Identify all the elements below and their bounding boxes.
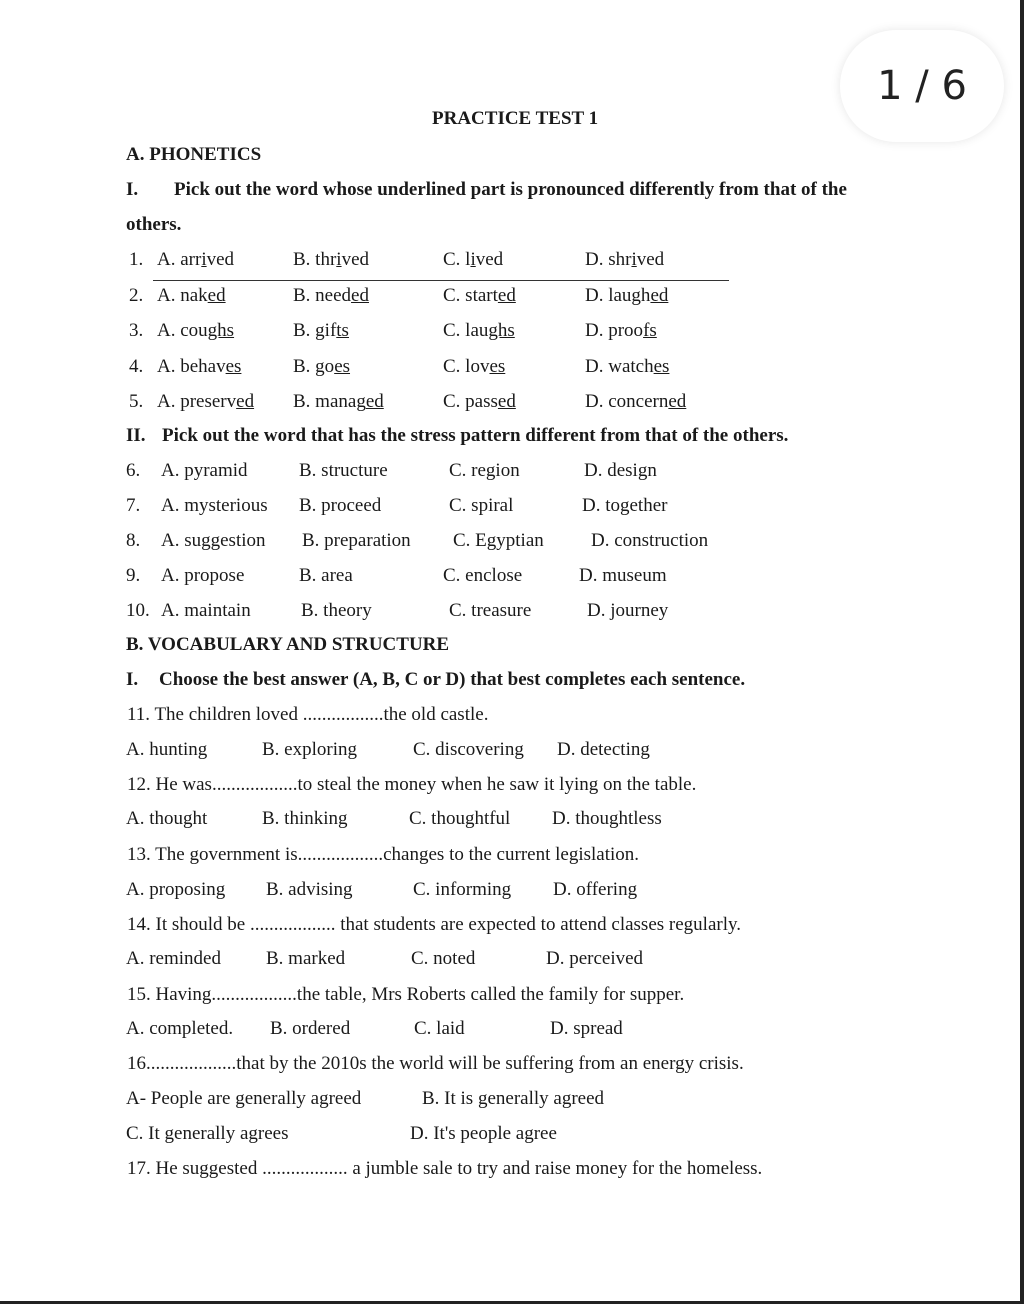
option-text: D. proo	[585, 320, 644, 341]
option-text: B. gif	[293, 320, 337, 341]
page-indicator: 1 / 6	[840, 30, 1004, 142]
q12-option-a: A. thought	[126, 808, 208, 829]
stress-option-b: B. area	[299, 565, 353, 586]
phonetics-option-b	[293, 355, 350, 379]
phonetics-option-c	[443, 319, 515, 343]
option-text: B. go	[293, 356, 335, 377]
option-text: C. start	[443, 285, 498, 306]
page-title: PRACTICE TEST 1	[432, 108, 599, 129]
underlined-part: es	[653, 356, 670, 377]
phonetics-option-b	[293, 284, 369, 308]
underlined-part: ghs	[488, 320, 515, 341]
phonetics-option-c	[443, 284, 516, 308]
underlined-part: i	[336, 249, 342, 270]
question-12: 12. He was..................to steal the money when he saw it lying on the table.	[127, 774, 697, 795]
underlined-part: ed	[365, 391, 384, 412]
phonetics-option-a	[157, 319, 234, 343]
stress-item-number: 10.	[126, 600, 150, 621]
rule-line	[153, 280, 729, 281]
underlined-part: ed	[497, 285, 516, 306]
underlined-part: i	[470, 249, 476, 270]
option-text: A. arr	[157, 249, 202, 270]
part-a2-instruction: Pick out the word that has the stress pattern different from that of the others.	[162, 425, 789, 446]
phonetics-option-b	[293, 390, 384, 414]
q11-option-d: D. detecting	[557, 739, 650, 760]
q14-option-b: B. marked	[266, 948, 346, 969]
question-14: 14. It should be .................. that students are expected to attend classes regularly.	[127, 914, 741, 935]
part-b1-num: I.	[126, 669, 139, 690]
q16-option-c: C. It generally agrees	[126, 1123, 289, 1144]
section-b-heading: B. VOCABULARY AND STRUCTURE	[126, 634, 450, 655]
q12-option-b: B. thinking	[262, 808, 348, 829]
part-b1-instruction: Choose the best answer (A, B, C or D) that best completes each sentence.	[159, 669, 746, 690]
q11-option-a: A. hunting	[126, 739, 208, 760]
stress-option-a: A. maintain	[161, 600, 251, 621]
phonetics-item-number: 4.	[129, 356, 144, 377]
phonetics-item-number: 2.	[129, 285, 144, 306]
q15-option-d: D. spread	[550, 1018, 623, 1039]
phonetics-option-d	[585, 355, 669, 379]
question-13: 13. The government is..................changes to the current legislation.	[127, 844, 640, 865]
stress-item-number: 7.	[126, 495, 141, 516]
question-17: 17. He suggested .................. a jumble sale to try and raise money for the homeless.	[127, 1158, 763, 1179]
option-text: D. concern	[585, 391, 669, 412]
option-text: C. l	[443, 249, 471, 270]
underlined-part: es	[489, 356, 506, 377]
q16-option-a: A- People are generally agreed	[126, 1088, 362, 1109]
phonetics-option-d	[585, 248, 664, 272]
phonetics-option-c	[443, 355, 505, 379]
q13-option-b: B. advising	[266, 879, 353, 900]
section-a-heading: A. PHONETICS	[126, 144, 262, 165]
option-text: C. lau	[443, 320, 489, 341]
question-16: 16...................that by the 2010s the world will be suffering from an energy crisis.	[127, 1053, 744, 1074]
phonetics-option-d	[585, 319, 657, 343]
underlined-part: i	[201, 249, 207, 270]
stress-option-a: A. mysterious	[161, 495, 268, 516]
stress-option-d: D. construction	[591, 530, 709, 551]
stress-option-a: A. suggestion	[161, 530, 266, 551]
stress-option-d: D. journey	[587, 600, 669, 621]
part-a2-num: II.	[126, 425, 146, 446]
phonetics-option-b	[293, 248, 369, 272]
stress-item-number: 8.	[126, 530, 141, 551]
stress-option-b: B. preparation	[302, 530, 411, 551]
option-text: C. lov	[443, 356, 490, 377]
underlined-part: es	[334, 356, 351, 377]
part-a1-num: I.	[126, 179, 139, 200]
underlined-part: ghs	[207, 320, 235, 341]
phonetics-item-number: 1.	[129, 249, 144, 270]
option-text: D. watch	[585, 356, 654, 377]
stress-option-b: B. theory	[301, 600, 372, 621]
q14-option-a: A. reminded	[126, 948, 221, 969]
underlined-part: i	[631, 249, 637, 270]
q13-option-a: A. proposing	[126, 879, 226, 900]
q11-option-b: B. exploring	[262, 739, 357, 760]
option-text-end: ved	[341, 249, 369, 270]
stress-option-a: A. propose	[161, 565, 245, 586]
stress-option-d: D. together	[582, 495, 668, 516]
phonetics-option-d	[585, 284, 668, 308]
q13-option-c: C. informing	[413, 879, 512, 900]
stress-option-b: B. proceed	[299, 495, 382, 516]
phonetics-option-c	[443, 390, 516, 414]
q15-option-c: C. laid	[414, 1018, 465, 1039]
stress-option-c: C. enclose	[443, 565, 523, 586]
option-text-end: ved	[636, 249, 665, 270]
phonetics-option-d	[585, 390, 686, 414]
option-text: C. pass	[443, 391, 498, 412]
underlined-part: ed	[351, 285, 369, 306]
phonetics-option-b	[293, 319, 349, 343]
part-a1-instruction-cont: others.	[126, 214, 182, 235]
phonetics-option-a	[157, 284, 226, 308]
q14-option-c: C. noted	[411, 948, 476, 969]
q12-option-d: D. thoughtless	[552, 808, 662, 829]
underlined-part: ed	[668, 391, 687, 412]
stress-option-c: C. region	[449, 460, 520, 481]
option-text: B. need	[293, 285, 352, 306]
stress-option-b: B. structure	[299, 460, 388, 481]
stress-option-d: D. design	[584, 460, 657, 481]
q15-option-a: A. completed.	[126, 1018, 234, 1039]
phonetics-item-number: 3.	[129, 320, 144, 341]
underlined-part: ts	[336, 320, 349, 341]
q14-option-d: D. perceived	[546, 948, 644, 969]
option-text-end: ved	[475, 249, 504, 270]
stress-item-number: 6.	[126, 460, 141, 481]
question-15: 15. Having..................the table, Mrs Roberts called the family for supper.	[127, 984, 685, 1005]
phonetics-option-a	[157, 355, 241, 379]
stress-option-c: C. Egyptian	[453, 530, 544, 551]
option-text: D. shr	[585, 249, 632, 270]
q16-option-d: D. It's people agree	[410, 1123, 557, 1144]
stress-option-d: D. museum	[579, 565, 667, 586]
option-text: A. nak	[157, 285, 208, 306]
underlined-part: ed	[236, 391, 255, 412]
q12-option-c: C. thoughtful	[409, 808, 511, 829]
phonetics-item-number: 5.	[129, 391, 144, 412]
stress-option-c: C. treasure	[449, 600, 532, 621]
option-text: A. behav	[157, 356, 226, 377]
q16-option-b: B. It is generally agreed	[422, 1088, 605, 1109]
stress-item-number: 9.	[126, 565, 141, 586]
option-text: B. manag	[293, 391, 366, 412]
option-text: A. preserv	[157, 391, 237, 412]
underlined-part: es	[225, 356, 242, 377]
option-text: D. laugh	[585, 285, 651, 306]
question-11: 11. The children loved .................the old castle.	[127, 704, 489, 725]
underlined-part: ed	[497, 391, 516, 412]
underlined-part: ed	[207, 285, 226, 306]
phonetics-option-c	[443, 248, 503, 272]
option-text: A. cou	[157, 320, 208, 341]
stress-option-c: C. spiral	[449, 495, 514, 516]
option-text: B. thr	[293, 249, 337, 270]
phonetics-option-a	[157, 390, 254, 414]
part-a1-instruction: Pick out the word whose underlined part is pronounced differently from that of the	[174, 179, 847, 200]
q11-option-c: C. discovering	[413, 739, 524, 760]
option-text-end: ved	[206, 249, 235, 270]
stress-option-a: A. pyramid	[161, 460, 248, 481]
underlined-part: fs	[643, 320, 657, 341]
q13-option-d: D. offering	[553, 879, 638, 900]
q15-option-b: B. ordered	[270, 1018, 351, 1039]
underlined-part: ed	[650, 285, 669, 306]
page-edge-right	[1020, 0, 1024, 1304]
phonetics-option-a	[157, 248, 234, 272]
